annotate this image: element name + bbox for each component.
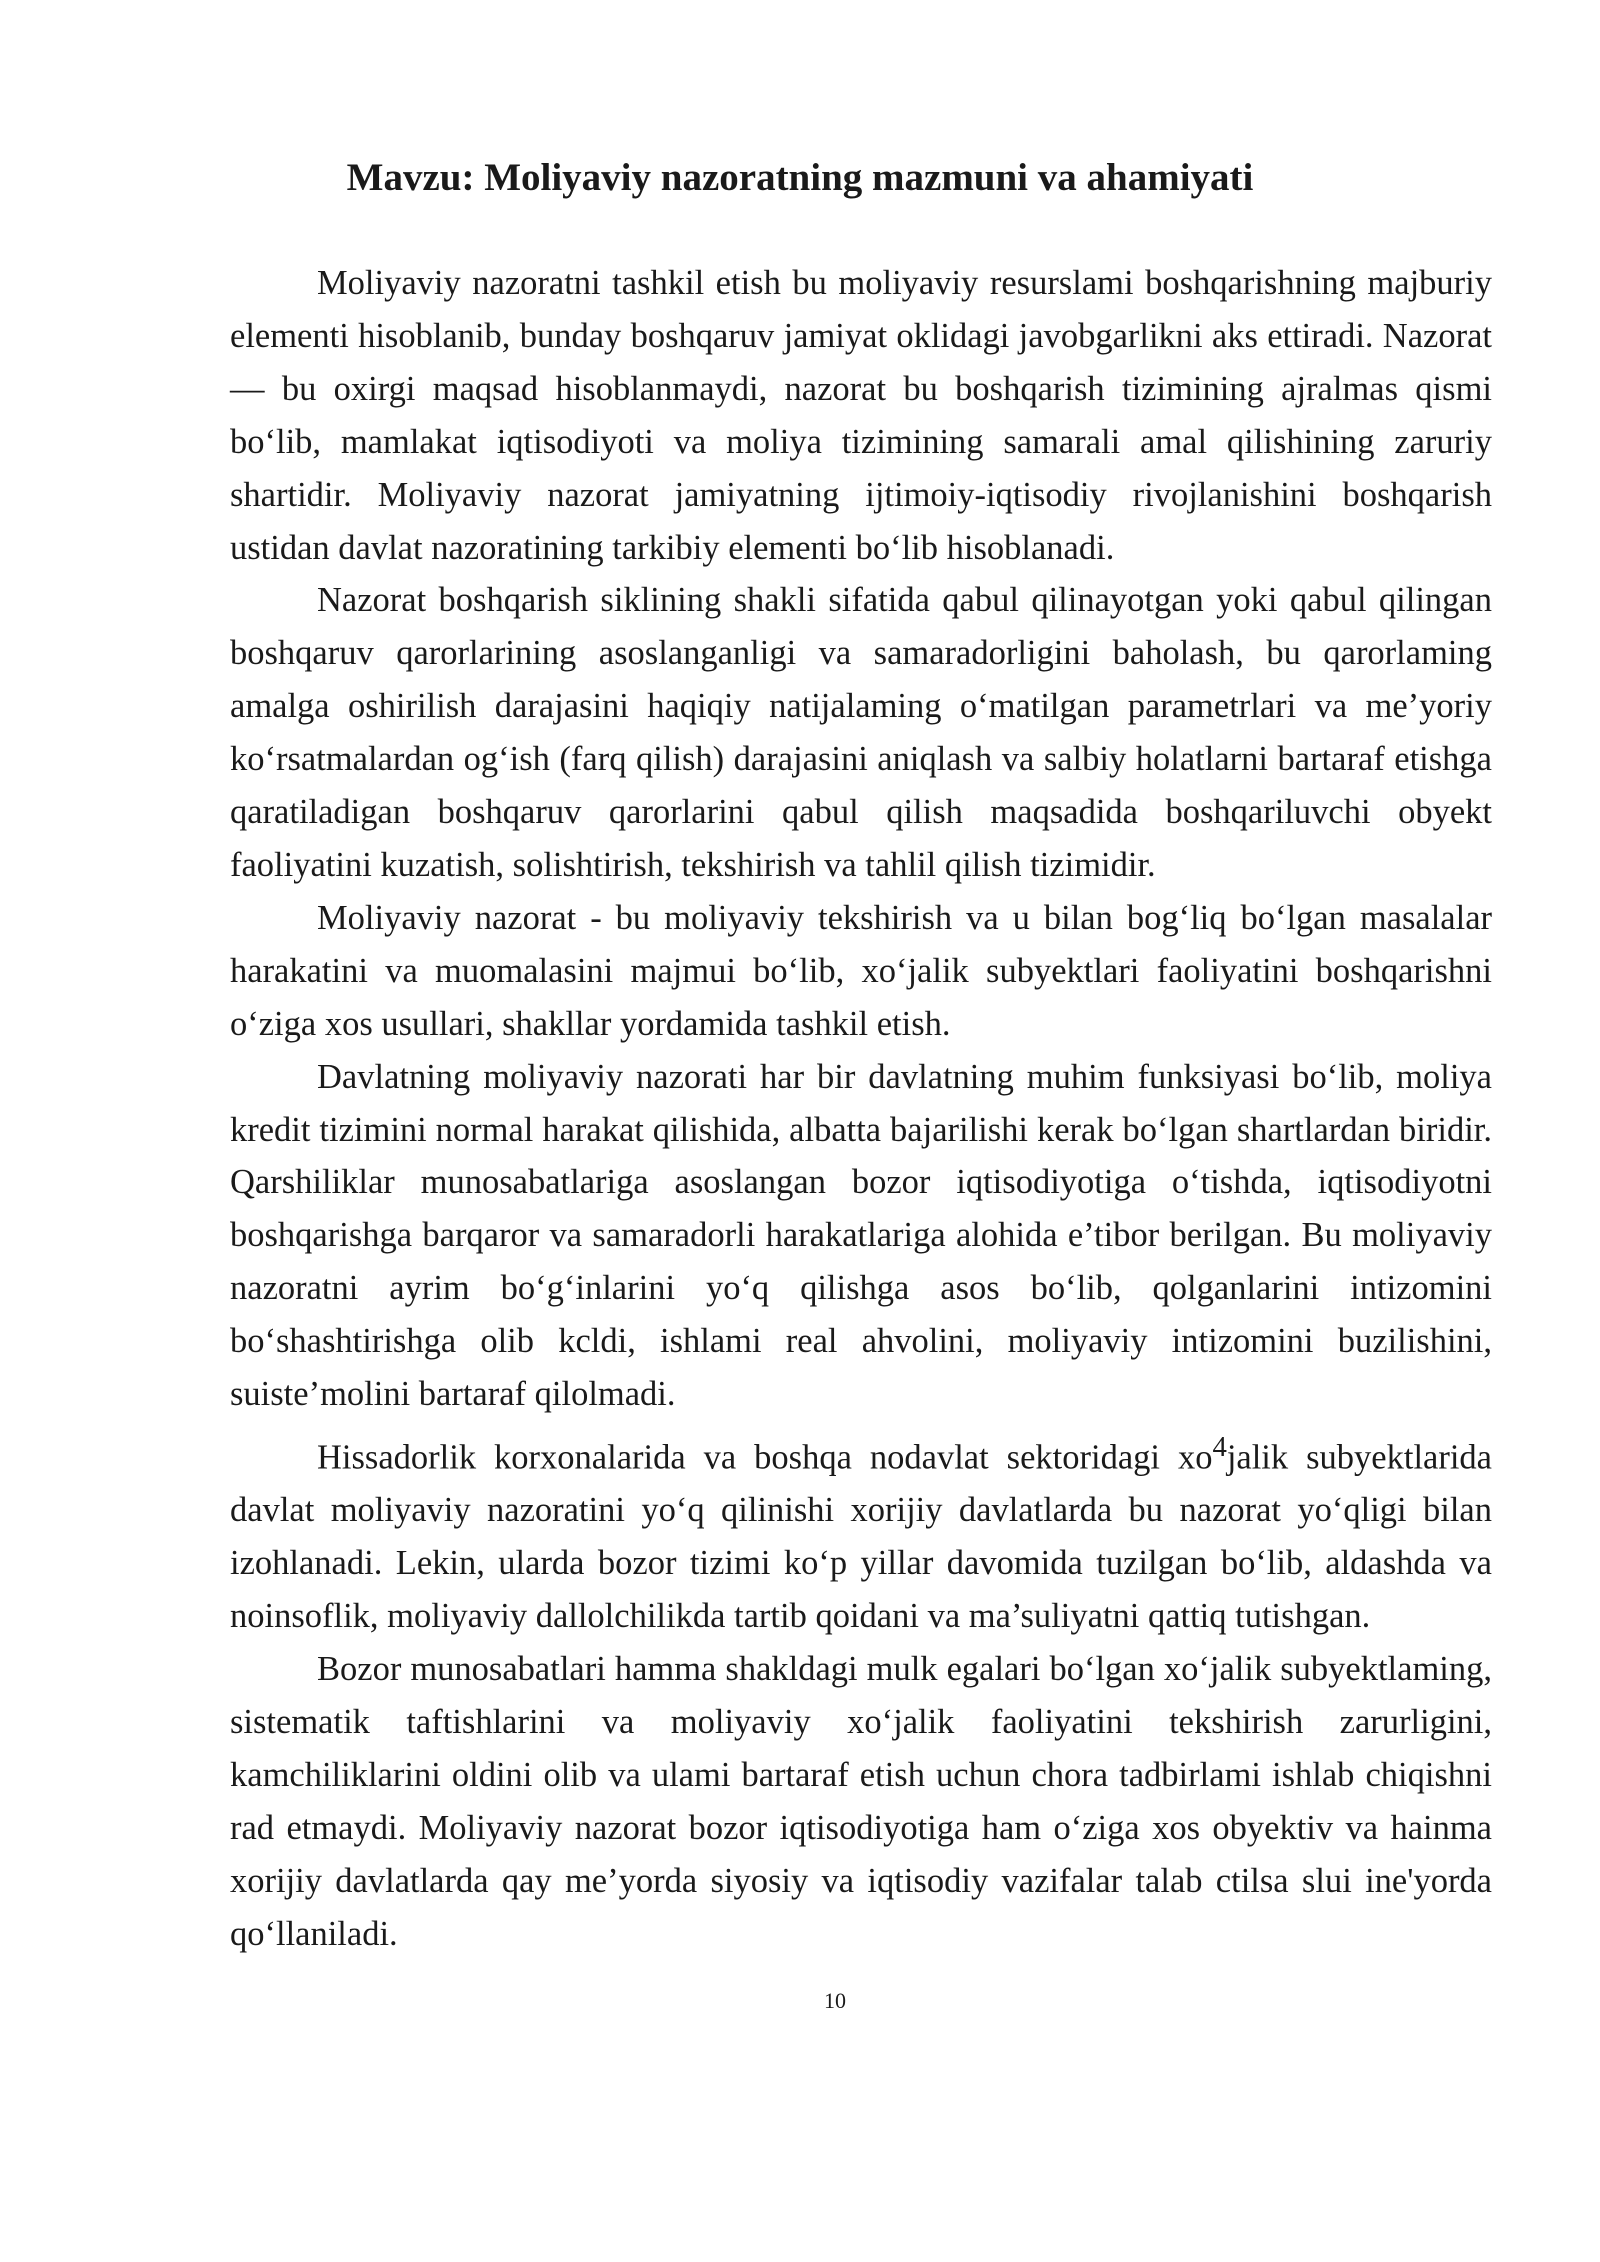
paragraph-5-start: Hissadorlik korxonalarida va boshqa nodavlat sektoridagi xo [317, 1438, 1213, 1477]
document-body [230, 257, 1492, 1961]
paragraph-5-end: jalik subyektlarida davlat moliyaviy nazoratini yo‘q qilinishi xorijiy davlatlarda bu nazorat yo‘qligi bilan izohlanadi. Lekin, ularda bozor tizimi ko‘p yillar davomida tuzilgan bo‘lib, aldashda va noinsoflik, moliyaviy dallolchilikda tartib qoidani va ma’suliyatni qattiq tutishgan. [230, 1438, 1492, 1636]
footnote-marker: 4 [1212, 1430, 1227, 1463]
page-number: 10 [824, 1988, 846, 2013]
paragraph-3: Moliyaviy nazorat - bu moliyaviy tekshirish va u bilan bog‘liq bo‘lgan masalalar harakatini va muomalasini majmui bo‘lib, xo‘jalik subyektlari faoliyatini boshqarishni o‘ziga xos usullari, shakllar yordamida tashkil etish. [230, 898, 1492, 1043]
paragraph-5 [230, 1421, 1492, 1643]
paragraph-6: Bozor munosabatlari hamma shakldagi mulk egalari bo‘lgan xo‘jalik subyektlaming, sistematik taftishlarini va moliyaviy xo‘jalik faoliyatini tekshirish zarurligini, kamchiliklarini oldini olib va ulami bartaraf etish uchun chora tadbirlami ishlab chiqishni rad etmaydi. Moliyaviy nazorat bozor iqtisodiyotiga ham o‘ziga xos obyektiv va hainma xorijiy davlatlarda qay me’yorda siyosiy va iqtisodiy vazifalar talab ctilsa slui ine'yorda qo‘llaniladi. [230, 1650, 1492, 1953]
document-title: Mavzu: Moliyaviy nazoratning mazmuni va ahamiyati [346, 156, 1254, 199]
paragraph-2: Nazorat boshqarish siklining shakli sifatida qabul qilinayotgan yoki qabul qilingan boshqaruv qarorlarining asoslanganligi va samaradorligini baholash, bu qarorlaming amalga oshirilish darajasini haqiqiy natijalaming o‘matilgan parametrlari va me’yoriy ko‘rsatmalardan og‘ish (farq qilish) darajasini aniqlash va salbiy holatlarni bartaraf etishga qaratiladigan boshqaruv qarorlarini qabul qilish maqsadida boshqariluvchi obyekt faoliyatini kuzatish, solishtirish, tekshirish va tahlil qilish tizimidir. [230, 581, 1492, 884]
paragraph-1: Moliyaviy nazoratni tashkil etish bu moliyaviy resurslami boshqarishning majburiy elementi hisoblanib, bunday boshqaruv jamiyat oklidagi javobgarlikni aks ettiradi. Nazorat — bu oxirgi maqsad hisoblanmaydi, nazorat bu boshqarish tizimining ajralmas qismi bo‘lib, mamlakat iqtisodiyoti va moliya tizimining samarali amal qilishining zaruriy shartidir. Moliyaviy nazorat jamiyatning ijtimoiy-iqtisodiy rivojlanishini boshqarish ustidan davlat nazoratining tarkibiy elementi bo‘lib hisoblanadi. [230, 264, 1492, 567]
paragraph-4: Davlatning moliyaviy nazorati har bir davlatning muhim funksiyasi bo‘lib, moliya kredit tizimini normal harakat qilishida, albatta bajarilishi kerak bo‘lgan shartlardan biridir. Qarshiliklar munosabatlariga asoslangan bozor iqtisodiyotiga o‘tishda, iqtisodiyotni boshqarishga barqaror va samaradorli harakatlariga alohida e’tibor berilgan. Bu moliyaviy nazoratni ayrim bo‘g‘inlarini yo‘q qilishga asos bo‘lib, qolganlarini intizomini bo‘shashtirishga olib kcldi, ishlami real ahvolini, moliyaviy intizomini buzilishini, suiste’molini bartaraf qilolmadi. [230, 1057, 1492, 1414]
